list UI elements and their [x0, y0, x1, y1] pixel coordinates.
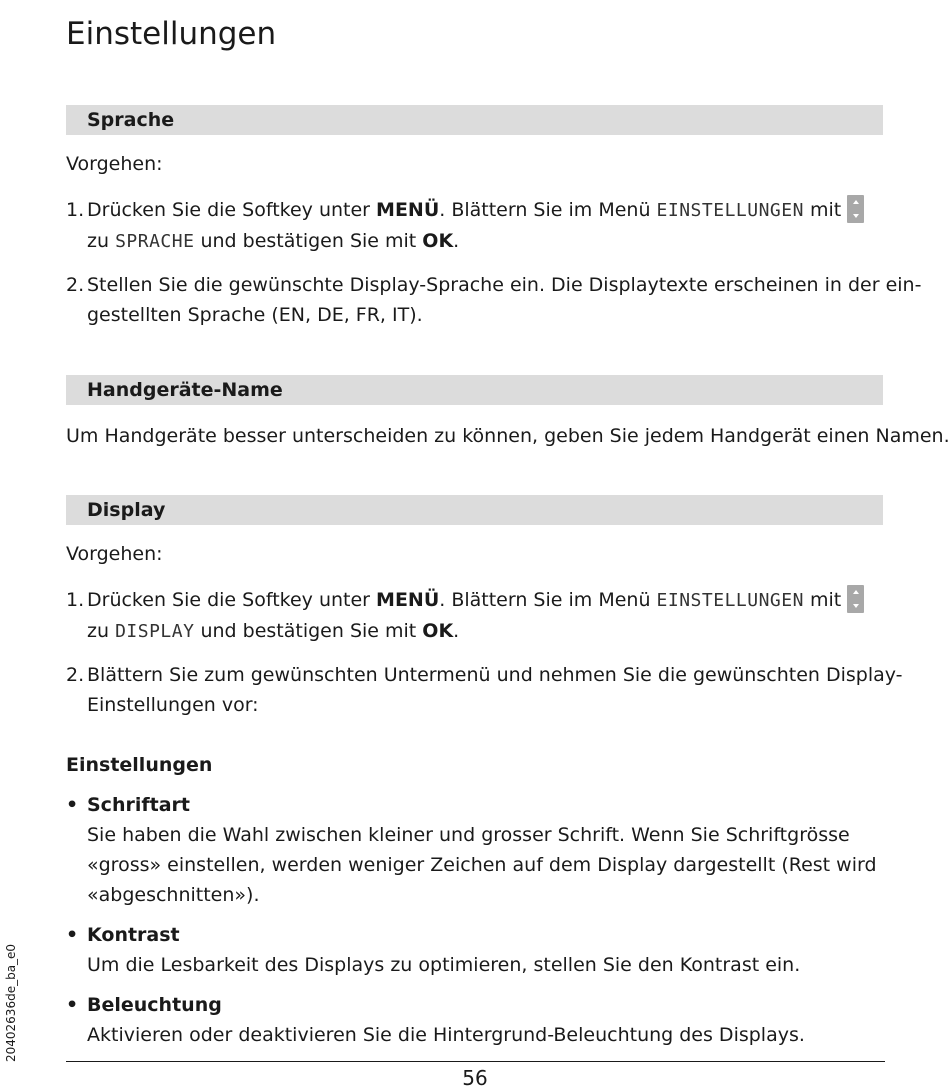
- step-number: 1.: [66, 199, 85, 221]
- bullet-icon: •: [66, 994, 79, 1016]
- step-text: gestellten Sprache (EN, DE, FR, IT).: [87, 304, 423, 326]
- section-text: Um Handgeräte besser unterscheiden zu können, geben Sie jedem Handgerät einen Namen.: [66, 425, 950, 447]
- text-run: und bestätigen Sie mit: [194, 230, 423, 252]
- page-title: Einstellungen: [66, 16, 277, 52]
- step-item: [66, 195, 886, 257]
- document-code: 20402636de_ba_e0: [4, 943, 18, 1062]
- footer-divider: [66, 1061, 885, 1062]
- softkey-label: MENÜ: [376, 589, 440, 611]
- bullet-text: «gross» einstellen, werden weniger Zeichen auf dem Display dargestellt (Rest wird: [87, 854, 877, 876]
- step-number: 2.: [66, 664, 85, 686]
- bullet-item-schriftart: [66, 790, 886, 910]
- procedure-intro: Vorgehen:: [66, 153, 163, 175]
- text-run: zu: [87, 230, 116, 252]
- scroll-key-icon: [847, 195, 864, 223]
- step-number: 2.: [66, 274, 85, 296]
- page-number: 56: [462, 1066, 488, 1090]
- step-text: [87, 616, 886, 647]
- step-text: [87, 195, 886, 226]
- step-number: 1.: [66, 589, 85, 611]
- display-menu-text: EINSTELLUNGEN: [656, 200, 804, 221]
- text-run: .: [453, 230, 460, 252]
- step-item: [66, 585, 886, 647]
- bullet-icon: •: [66, 794, 79, 816]
- text-run: zu: [87, 620, 116, 642]
- text-run: mit: [803, 199, 842, 221]
- subsection-heading: Einstellungen: [66, 754, 213, 776]
- text-run: und bestätigen Sie mit: [194, 620, 423, 642]
- ok-label: OK: [422, 620, 454, 642]
- step-text: Einstellungen vor:: [87, 694, 259, 716]
- display-menu-text: SPRACHE: [115, 231, 195, 252]
- bullet-title: Beleuchtung: [87, 994, 222, 1016]
- text-run: Drücken Sie die Softkey unter: [87, 589, 377, 611]
- text-run: . Blättern Sie im Menü: [439, 199, 657, 221]
- text-run: mit: [803, 589, 842, 611]
- bullet-icon: •: [66, 924, 79, 946]
- bullet-text: Aktivieren oder deaktivieren Sie die Hintergrund-Beleuchtung des Displays.: [87, 1024, 805, 1046]
- step-text: [87, 226, 886, 257]
- display-menu-text: EINSTELLUNGEN: [656, 590, 804, 611]
- ok-label: OK: [422, 230, 454, 252]
- step-item: [66, 660, 903, 720]
- bullet-item-beleuchtung: [66, 990, 886, 1050]
- bullet-text: Um die Lesbarkeit des Displays zu optimieren, stellen Sie den Kontrast ein.: [87, 954, 801, 976]
- bullet-text: Sie haben die Wahl zwischen kleiner und grosser Schrift. Wenn Sie Schriftgrösse: [87, 824, 850, 846]
- section-heading-display: Display: [66, 495, 883, 525]
- text-run: .: [453, 620, 460, 642]
- display-menu-text: DISPLAY: [115, 621, 195, 642]
- text-run: Drücken Sie die Softkey unter: [87, 199, 377, 221]
- step-text: Stellen Sie die gewünschte Display-Sprache ein. Die Displaytexte erscheinen in der ein-: [87, 274, 922, 296]
- bullet-title: Kontrast: [87, 924, 180, 946]
- section-heading-sprache: Sprache: [66, 105, 883, 135]
- step-text: [87, 585, 886, 616]
- bullet-item-kontrast: [66, 920, 886, 980]
- section-heading-handgeraete-name: Handgeräte-Name: [66, 375, 883, 405]
- step-text: Blättern Sie zum gewünschten Untermenü und nehmen Sie die gewünschten Display-: [87, 664, 903, 686]
- softkey-label: MENÜ: [376, 199, 440, 221]
- procedure-intro: Vorgehen:: [66, 543, 163, 565]
- bullet-title: Schriftart: [87, 794, 190, 816]
- scroll-key-icon: [847, 585, 864, 613]
- bullet-text: «abgeschnitten»).: [87, 884, 260, 906]
- step-item: [66, 270, 922, 330]
- text-run: . Blättern Sie im Menü: [439, 589, 657, 611]
